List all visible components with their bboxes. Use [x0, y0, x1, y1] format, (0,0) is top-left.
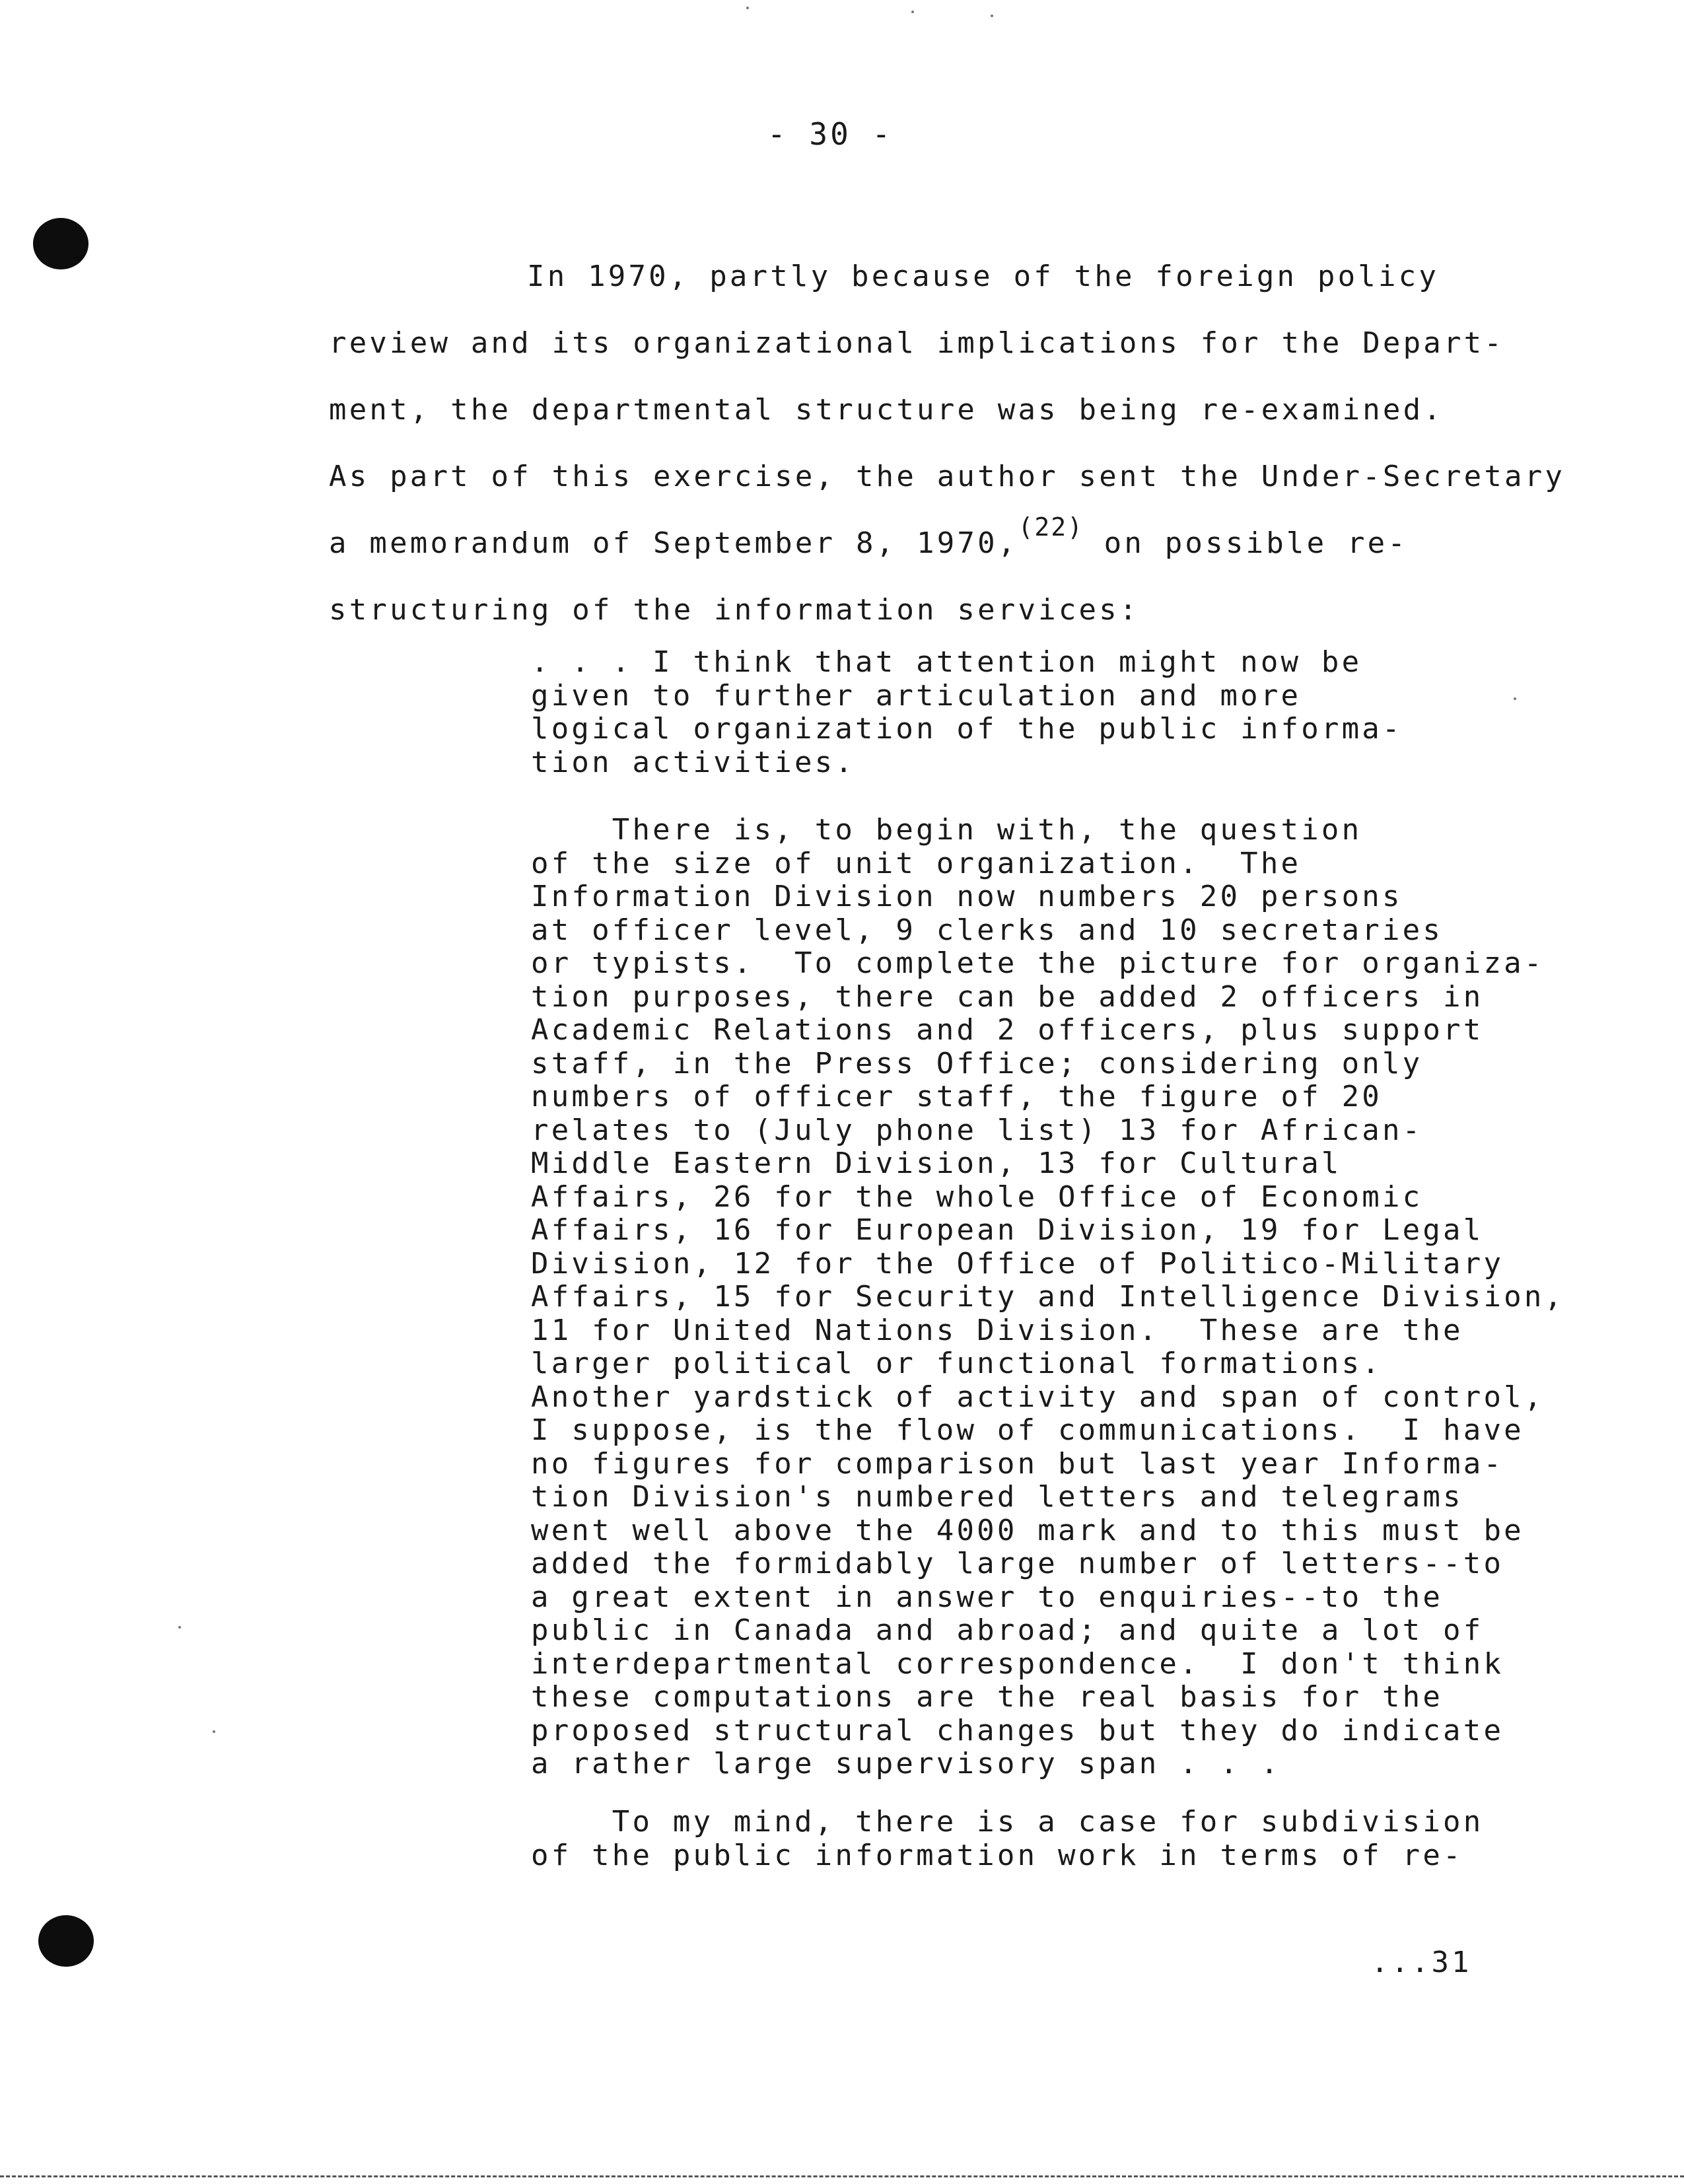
- block-quote-paragraph: [531, 1806, 1588, 1872]
- punch-hole-bottom: [38, 1915, 94, 1967]
- scan-speck: [213, 1730, 215, 1733]
- scan-speck: [178, 1626, 181, 1629]
- text-line: In 1970, partly because of the foreign policy: [527, 260, 1440, 293]
- scan-speck: [991, 15, 993, 17]
- text-line: staff, in the Press Office; considering only: [531, 1046, 1423, 1080]
- text-line: Division, 12 for the Office of Politico-Military: [531, 1246, 1504, 1281]
- text-line: [329, 510, 1570, 577]
- text-line: tion Division's numbered letters and telegrams: [531, 1480, 1463, 1514]
- text-line: Another yardstick of activity and span of control,: [531, 1380, 1545, 1414]
- text-line: structuring of the information services:: [329, 593, 1140, 627]
- text-line: . . . I think that attention might now be: [531, 645, 1362, 679]
- text-line: relates to (July phone list) 13 for African-: [531, 1113, 1423, 1147]
- text-line: There is, to begin with, the question: [531, 813, 1362, 847]
- text-segment: on possible re-: [1083, 526, 1409, 560]
- continuation-marker: ...31: [1371, 1946, 1472, 1979]
- page-number: - 30 -: [767, 116, 894, 152]
- text-line: of the public information work in terms of re-: [531, 1838, 1463, 1872]
- text-line: no figures for comparison but last year Informa-: [531, 1446, 1504, 1481]
- text-line: Middle Eastern Division, 13 for Cultural: [531, 1146, 1342, 1180]
- text-line: I suppose, is the flow of communications. I have: [531, 1413, 1524, 1447]
- scan-speck: [746, 7, 749, 9]
- text-line: Affairs, 16 for European Division, 19 for Legal: [531, 1213, 1484, 1247]
- text-line: numbers of officer staff, the figure of 20: [531, 1080, 1382, 1113]
- text-line: went well above the 4000 mark and to this must be: [531, 1513, 1524, 1547]
- text-line: To my mind, there is a case for subdivision: [531, 1805, 1484, 1839]
- punch-hole-top: [33, 218, 88, 269]
- text-line: review and its organizational implications for the Depart-: [329, 326, 1505, 360]
- text-line: Information Division now numbers 20 persons: [531, 880, 1403, 913]
- scan-speck: [911, 11, 914, 13]
- block-quote-paragraph: [531, 814, 1588, 1781]
- text-line: logical organization of the public informa-: [531, 712, 1403, 746]
- text-line: at officer level, 9 clerks and 10 secretaries: [531, 913, 1444, 947]
- text-line: or typists. To complete the picture for organiza-: [531, 946, 1545, 980]
- intro-paragraph: [329, 243, 1570, 643]
- text-line: Affairs, 15 for Security and Intelligence Division,: [531, 1280, 1565, 1314]
- text-line: ment, the departmental structure was being re-examined.: [329, 393, 1444, 427]
- text-line: Affairs, 26 for the whole Office of Economic: [531, 1180, 1423, 1214]
- text-line: a great extent in answer to enquiries--to the: [531, 1580, 1444, 1614]
- text-line: a rather large supervisory span . . .: [531, 1747, 1281, 1780]
- text-line: tion purposes, there can be added 2 officers in: [531, 979, 1484, 1014]
- footnote-reference: (22): [1018, 512, 1084, 542]
- text-line: 11 for United Nations Division. These are the: [531, 1313, 1463, 1347]
- text-line: tion activities.: [531, 745, 856, 779]
- text-line: public in Canada and abroad; and quite a lot of: [531, 1613, 1484, 1647]
- text-line: of the size of unit organization. The: [531, 846, 1302, 880]
- scan-edge-rule: [0, 2175, 1684, 2177]
- text-line: added the formidably large number of letters--to: [531, 1547, 1504, 1580]
- text-line: proposed structural changes but they do indicate: [531, 1713, 1504, 1747]
- text-line: these computations are the real basis for the: [531, 1680, 1444, 1714]
- text-line: Academic Relations and 2 officers, plus support: [531, 1013, 1484, 1047]
- text-segment: a memorandum of September 8, 1970,: [329, 526, 1018, 560]
- block-quote-paragraph: [531, 646, 1588, 779]
- text-line: larger political or functional formations.: [531, 1347, 1382, 1380]
- text-line: interdepartmental correspondence. I don't think: [531, 1646, 1504, 1681]
- text-line: As part of this exercise, the author sent the Under-Secretary: [329, 460, 1566, 493]
- text-line: given to further articulation and more: [531, 678, 1302, 713]
